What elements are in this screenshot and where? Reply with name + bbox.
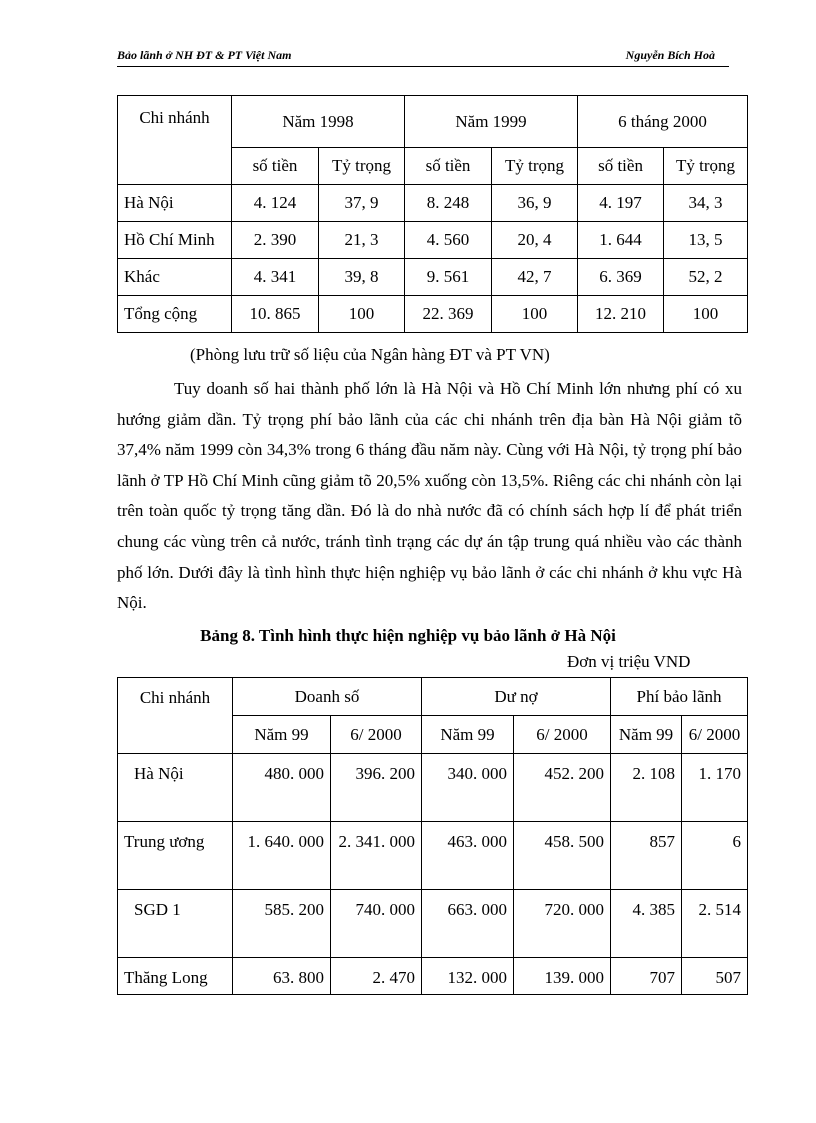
cell: 720. 000	[514, 890, 611, 958]
paragraph-text: Tuy doanh số hai thành phố lớn là Hà Nội và Hồ Chí Minh lớn nhưng phí có xu hướng giảm dần. Tỷ trọng phí bảo lãnh của các chi nhánh trên địa bàn Hà Nội giảm tõ 37,4% năm 1999 còn 34,3% trong 6 tháng đầu năm này. Cùng với Hà Nội, tỷ trọng phí bảo lãnh ở TP Hồ Chí Minh cũng giảm tõ 20,5% xuống còn 13,5%. Riêng các chi nhánh còn lại trên toàn quốc tỷ trọng tăng dần. Đó là do nhà nước đã có chính sách hợp lí để phát triển chung các vùng trên cả nước, tránh tình trạng các dự án tập trung quá nhiều vào các thành phố lớn. Dưới đây là tình hình thực hiện nghiệp vụ bảo lãnh ở các chi nhánh ở khu vực Hà Nội.	[117, 379, 742, 613]
sub-header: Tỷ trọng	[319, 148, 405, 185]
cell: 585. 200	[233, 890, 331, 958]
cell: 139. 000	[514, 958, 611, 995]
sub-header: số tiền	[578, 148, 664, 185]
cell: 396. 200	[331, 754, 422, 822]
table-row	[118, 259, 748, 296]
row-label: Hà Nội	[118, 754, 233, 822]
sub-header: 6/ 2000	[331, 716, 422, 754]
cell: 2. 514	[682, 890, 748, 958]
cell: 4. 197	[578, 185, 664, 222]
sub-header: Năm 99	[611, 716, 682, 754]
table-row	[118, 958, 748, 995]
fee-share-table	[117, 95, 748, 333]
cell: 10. 865	[232, 296, 319, 333]
cell: 4. 560	[405, 222, 492, 259]
table-corner-header: Chi nhánh	[118, 96, 232, 185]
table-row	[118, 222, 748, 259]
cell: 42, 7	[492, 259, 578, 296]
sub-header: Tỷ trọng	[492, 148, 578, 185]
cell: 507	[682, 958, 748, 995]
cell: 480. 000	[233, 754, 331, 822]
table-row	[118, 754, 748, 822]
group-header: Doanh số	[233, 678, 422, 716]
cell: 37, 9	[319, 185, 405, 222]
cell: 6	[682, 822, 748, 890]
sub-header: Tỷ trọng	[664, 148, 748, 185]
header-author: Nguyễn Bích Hoà	[625, 48, 715, 62]
cell: 52, 2	[664, 259, 748, 296]
cell: 100	[492, 296, 578, 333]
sub-header: số tiền	[232, 148, 319, 185]
cell: 20, 4	[492, 222, 578, 259]
unit-note: Đơn vị triệu VND	[567, 652, 691, 671]
table-corner-header: Chi nhánh	[118, 678, 233, 754]
cell: 857	[611, 822, 682, 890]
cell: 2. 470	[331, 958, 422, 995]
row-label: Hồ Chí Minh	[118, 222, 232, 259]
row-label: SGD 1	[118, 890, 233, 958]
cell: 100	[664, 296, 748, 333]
cell: 12. 210	[578, 296, 664, 333]
cell: 1. 644	[578, 222, 664, 259]
source-note: (Phòng lưu trữ số liệu của Ngân hàng ĐT và PT VN)	[190, 345, 550, 364]
sub-header: 6/ 2000	[514, 716, 611, 754]
cell: 39, 8	[319, 259, 405, 296]
group-header: Năm 1999	[405, 96, 578, 148]
cell: 6. 369	[578, 259, 664, 296]
cell: 452. 200	[514, 754, 611, 822]
cell: 9. 561	[405, 259, 492, 296]
cell: 663. 000	[422, 890, 514, 958]
group-header: Dư nợ	[422, 678, 611, 716]
cell: 2. 341. 000	[331, 822, 422, 890]
page-header	[117, 44, 729, 67]
cell: 1. 640. 000	[233, 822, 331, 890]
sub-header: 6/ 2000	[682, 716, 748, 754]
cell: 458. 500	[514, 822, 611, 890]
cell: 2. 390	[232, 222, 319, 259]
cell: 100	[319, 296, 405, 333]
row-label: Thăng Long	[118, 958, 233, 995]
table-row	[118, 890, 748, 958]
row-label: Hà Nội	[118, 185, 232, 222]
cell: 132. 000	[422, 958, 514, 995]
row-label: Khác	[118, 259, 232, 296]
sub-header: số tiền	[405, 148, 492, 185]
cell: 463. 000	[422, 822, 514, 890]
cell: 2. 108	[611, 754, 682, 822]
row-label: Trung ương	[118, 822, 233, 890]
group-header: Năm 1998	[232, 96, 405, 148]
cell: 4. 341	[232, 259, 319, 296]
cell: 34, 3	[664, 185, 748, 222]
row-label: Tổng cộng	[118, 296, 232, 333]
cell: 340. 000	[422, 754, 514, 822]
cell: 740. 000	[331, 890, 422, 958]
table-row	[118, 185, 748, 222]
table-row	[118, 296, 748, 333]
sub-header: Năm 99	[422, 716, 514, 754]
cell: 21, 3	[319, 222, 405, 259]
sub-header: Năm 99	[233, 716, 331, 754]
cell: 8. 248	[405, 185, 492, 222]
cell: 63. 800	[233, 958, 331, 995]
table-caption: Bảng 8. Tình hình thực hiện nghiệp vụ bảo lãnh ở Hà Nội	[200, 626, 616, 645]
cell: 707	[611, 958, 682, 995]
group-header: 6 tháng 2000	[578, 96, 748, 148]
cell: 22. 369	[405, 296, 492, 333]
group-header: Phí bảo lãnh	[611, 678, 748, 716]
cell: 36, 9	[492, 185, 578, 222]
hanoi-guarantee-table	[117, 677, 748, 995]
cell: 13, 5	[664, 222, 748, 259]
header-title: Bảo lãnh ở NH ĐT & PT Việt Nam	[117, 48, 292, 62]
cell: 4. 385	[611, 890, 682, 958]
body-paragraph	[117, 374, 742, 619]
cell: 4. 124	[232, 185, 319, 222]
cell: 1. 170	[682, 754, 748, 822]
table-row	[118, 822, 748, 890]
